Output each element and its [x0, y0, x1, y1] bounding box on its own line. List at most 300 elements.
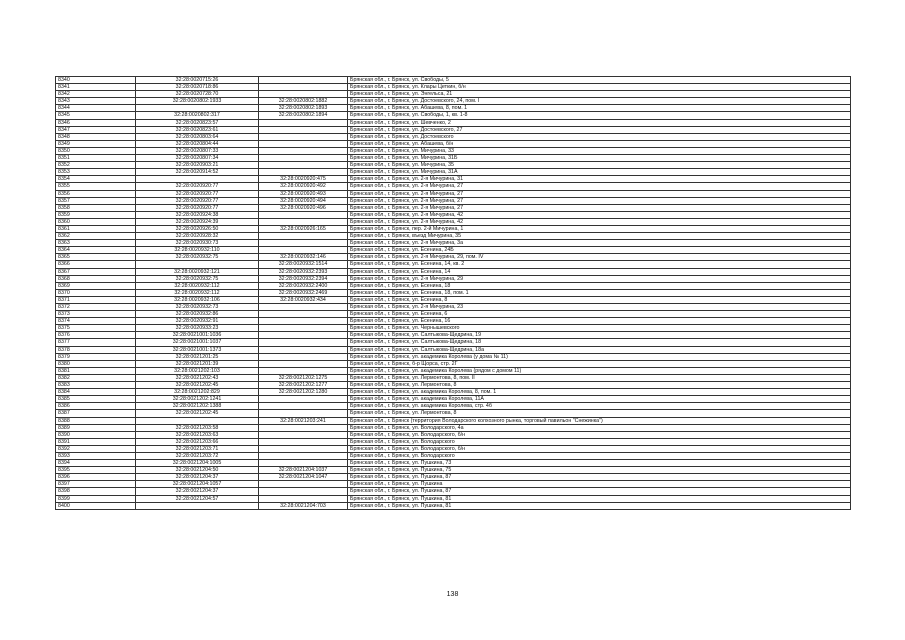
table-row [56, 225, 851, 232]
row-number-cell: 8376 [56, 332, 136, 339]
address-cell: Брянская обл., г. Брянск, ул. Есенина, 18, пом. 1 [348, 289, 851, 296]
address-cell: Брянская обл., г. Брянск, ул. Володарского, б/н [348, 445, 851, 452]
building-cadastral-number-cell [259, 77, 348, 84]
page-number: 138 [446, 591, 459, 598]
parcel-cadastral-number-cell: 32:28:0020715:26 [136, 77, 259, 84]
building-cadastral-number-cell: 32:28:0021204:703 [259, 502, 348, 509]
parcel-cadastral-number-cell: 32:28:0020932:106 [136, 296, 259, 303]
parcel-cadastral-number-cell: 32:28:0021202:45 [136, 382, 259, 389]
address-cell: Брянская обл., г. Брянск, пер. 2-й Мичурина, 1 [348, 225, 851, 232]
parcel-cadastral-number-cell [136, 502, 259, 509]
address-cell: Брянская обл., г. Брянск, ул. Лермонтова, 8 [348, 382, 851, 389]
parcel-cadastral-number-cell: 32:28:0020802:1933 [136, 98, 259, 105]
row-number-cell: 8367 [56, 268, 136, 275]
row-number-cell: 8358 [56, 204, 136, 211]
table-row [56, 382, 851, 389]
table-row [56, 296, 851, 303]
building-cadastral-number-cell [259, 140, 348, 147]
parcel-cadastral-number-cell: 32:28:0020932:75 [136, 254, 259, 261]
table-row [56, 77, 851, 84]
table-row [56, 254, 851, 261]
building-cadastral-number-cell [259, 438, 348, 445]
building-cadastral-number-cell: 32:28:0020932:2394 [259, 275, 348, 282]
address-cell: Брянская обл., г. Брянск, ул. Есенина, 6 [348, 311, 851, 318]
table-row [56, 126, 851, 133]
table-row [56, 374, 851, 381]
address-cell: Брянская обл., г. Брянск, ул. Пушкина, 81 [348, 495, 851, 502]
row-number-cell: 8351 [56, 155, 136, 162]
parcel-cadastral-number-cell: 32:28:0021202:1241 [136, 396, 259, 403]
building-cadastral-number-cell: 32:28:0020802:1882 [259, 98, 348, 105]
table-row [56, 282, 851, 289]
table-row [56, 311, 851, 318]
address-cell: Брянская обл., г. Брянск, ул. Энгельса, 21 [348, 91, 851, 98]
address-cell: Брянская обл., г. Брянск, въезд Мичурина, 35 [348, 233, 851, 240]
building-cadastral-number-cell [259, 318, 348, 325]
parcel-cadastral-number-cell: 32:28:0021203:63 [136, 431, 259, 438]
parcel-cadastral-number-cell: 32:28:0020823:61 [136, 126, 259, 133]
address-cell: Брянская обл., г. Брянск, ул. Абашева, б/н [348, 140, 851, 147]
table-row [56, 98, 851, 105]
parcel-cadastral-number-cell: 32:28:0021204:37 [136, 488, 259, 495]
building-cadastral-number-cell [259, 126, 348, 133]
table-row [56, 268, 851, 275]
parcel-cadastral-number-cell: 32:28:0020928:32 [136, 233, 259, 240]
table-row [56, 133, 851, 140]
row-number-cell: 8387 [56, 410, 136, 417]
building-cadastral-number-cell [259, 445, 348, 452]
table-row [56, 119, 851, 126]
building-cadastral-number-cell [259, 481, 348, 488]
row-number-cell: 8362 [56, 233, 136, 240]
building-cadastral-number-cell [259, 169, 348, 176]
row-number-cell: 8345 [56, 112, 136, 119]
table-row [56, 353, 851, 360]
table-row [56, 112, 851, 119]
parcel-cadastral-number-cell: 32:28:0021202:829 [136, 389, 259, 396]
table-row [56, 346, 851, 353]
parcel-cadastral-number-cell: 32:28:0021201:39 [136, 360, 259, 367]
parcel-cadastral-number-cell: 32:28:0020807:33 [136, 147, 259, 154]
address-cell: Брянская обл., г. Брянск, ул. Есенина, 24Б [348, 247, 851, 254]
address-cell: Брянская обл., г. Брянск, ул. 2-я Мичурина, 3а [348, 240, 851, 247]
row-number-cell: 8373 [56, 311, 136, 318]
row-number-cell: 8385 [56, 396, 136, 403]
row-number-cell: 8340 [56, 77, 136, 84]
address-cell: Брянская обл., г. Брянск, ул. Есенина, 14, кв. 2 [348, 261, 851, 268]
parcel-cadastral-number-cell: 32:28:0020932:110 [136, 247, 259, 254]
building-cadastral-number-cell [259, 339, 348, 346]
row-number-cell: 8360 [56, 218, 136, 225]
building-cadastral-number-cell [259, 431, 348, 438]
table-row [56, 452, 851, 459]
parcel-cadastral-number-cell: 32:28:0020924:38 [136, 211, 259, 218]
address-cell: Брянская обл., г. Брянск, ул. Абашева, 8, пом. 1 [348, 105, 851, 112]
parcel-cadastral-number-cell: 32:28:0020920:77 [136, 204, 259, 211]
parcel-cadastral-number-cell [136, 176, 259, 183]
building-cadastral-number-cell [259, 240, 348, 247]
row-number-cell: 8350 [56, 147, 136, 154]
parcel-cadastral-number-cell: 32:28:0021204:57 [136, 495, 259, 502]
row-number-cell: 8341 [56, 84, 136, 91]
row-number-cell: 8347 [56, 126, 136, 133]
row-number-cell: 8390 [56, 431, 136, 438]
table-row [56, 162, 851, 169]
address-cell: Брянская обл., г. Брянск, ул. Володарского, 4а [348, 424, 851, 431]
row-number-cell: 8396 [56, 474, 136, 481]
parcel-cadastral-number-cell: 32:28:0020933:23 [136, 325, 259, 332]
address-cell: Брянская обл., г. Брянск, ул. 2-я Мичурина, 42 [348, 211, 851, 218]
address-cell: Брянская обл., г. Брянск, ул. Достоевского, 24, пом. I [348, 98, 851, 105]
table-row [56, 502, 851, 509]
parcel-cadastral-number-cell: 32:28:0020932:112 [136, 289, 259, 296]
table-row [56, 396, 851, 403]
table-row [56, 218, 851, 225]
parcel-cadastral-number-cell: 32:28:0021001:1373 [136, 346, 259, 353]
parcel-cadastral-number-cell: 32:28:0021204:37 [136, 474, 259, 481]
address-cell: Брянская обл., г. Брянск, ул. Пушкина [348, 481, 851, 488]
address-cell: Брянская обл., г. Брянск, ул. Пушкина, 75 [348, 467, 851, 474]
building-cadastral-number-cell [259, 332, 348, 339]
building-cadastral-number-cell [259, 211, 348, 218]
building-cadastral-number-cell: 32:28:0020926:165 [259, 225, 348, 232]
row-number-cell: 8349 [56, 140, 136, 147]
table-row [56, 438, 851, 445]
building-cadastral-number-cell: 32:28:0020932:1514 [259, 261, 348, 268]
row-number-cell: 8369 [56, 282, 136, 289]
row-number-cell: 8400 [56, 502, 136, 509]
document-table-container [55, 76, 850, 510]
parcel-cadastral-number-cell: 32:28:0020932:86 [136, 311, 259, 318]
address-cell: Брянская обл., г. Брянск, ул. академика Королева (у дома № 11) [348, 353, 851, 360]
building-cadastral-number-cell: 32:28:0021202:1280 [259, 389, 348, 396]
building-cadastral-number-cell [259, 452, 348, 459]
building-cadastral-number-cell [259, 488, 348, 495]
table-row [56, 332, 851, 339]
table-row [56, 197, 851, 204]
parcel-cadastral-number-cell: 32:28:0021202:45 [136, 410, 259, 417]
address-cell: Брянская обл., г. Брянск, ул. Клары Цеткин, б/н [348, 84, 851, 91]
address-cell: Брянская обл., г. Брянск, ул. Салтыкова-Щедрина, 18 [348, 339, 851, 346]
building-cadastral-number-cell [259, 346, 348, 353]
building-cadastral-number-cell: 32:28:0020932:2393 [259, 268, 348, 275]
address-cell: Брянская обл., г. Брянск, ул. академика Королева, 11А [348, 396, 851, 403]
table-row [56, 155, 851, 162]
row-number-cell: 8394 [56, 460, 136, 467]
building-cadastral-number-cell [259, 460, 348, 467]
parcel-cadastral-number-cell: 32:28:0020807:34 [136, 155, 259, 162]
address-cell: Брянская обл., г. Брянск, ул. 2-я Мичурина, 31 [348, 176, 851, 183]
address-cell: Брянская обл., г. Брянск, ул. Володарского, б/н [348, 431, 851, 438]
parcel-cadastral-number-cell: 32:28:0020718:86 [136, 84, 259, 91]
address-cell: Брянская обл., г. Брянск, ул. Володарского [348, 452, 851, 459]
row-number-cell: 8366 [56, 261, 136, 268]
parcel-cadastral-number-cell: 32:28:0020932:75 [136, 275, 259, 282]
table-row [56, 467, 851, 474]
table-row [56, 183, 851, 190]
parcel-cadastral-number-cell: 32:28:0021202:103 [136, 367, 259, 374]
table-row [56, 304, 851, 311]
building-cadastral-number-cell [259, 84, 348, 91]
building-cadastral-number-cell [259, 396, 348, 403]
address-cell: Брянская обл., г. Брянск, ул. Пушкина, 81 [348, 502, 851, 509]
address-cell: Брянская обл., г. Брянск, ул. Салтыкова-Щедрина, 18а [348, 346, 851, 353]
address-cell: Брянская обл., г. Брянск, ул. Есенина, 8 [348, 296, 851, 303]
table-row [56, 140, 851, 147]
building-cadastral-number-cell: 32:28:0020802:1893 [259, 105, 348, 112]
building-cadastral-number-cell: 32:28:0020932:2469 [259, 289, 348, 296]
address-cell: Брянская обл., г. Брянск, ул. Пушкина, 87 [348, 474, 851, 481]
row-number-cell: 8375 [56, 325, 136, 332]
building-cadastral-number-cell: 32:28:0020920:496 [259, 204, 348, 211]
building-cadastral-number-cell: 32:28:0020920:475 [259, 176, 348, 183]
parcel-cadastral-number-cell: 32:28:0020804:44 [136, 140, 259, 147]
address-cell: Брянская обл., г. Брянск, ул. Володарского [348, 438, 851, 445]
building-cadastral-number-cell: 32:28:0021203:241 [259, 417, 348, 424]
building-cadastral-number-cell [259, 424, 348, 431]
parcel-cadastral-number-cell [136, 261, 259, 268]
row-number-cell: 8388 [56, 417, 136, 424]
parcel-cadastral-number-cell: 32:28:0020932:73 [136, 304, 259, 311]
address-cell: Брянская обл., г. Брянск, ул. Есенина, 18 [348, 282, 851, 289]
parcel-cadastral-number-cell: 32:28:0021203:71 [136, 445, 259, 452]
table-row [56, 204, 851, 211]
table-row [56, 488, 851, 495]
building-cadastral-number-cell [259, 495, 348, 502]
row-number-cell: 8381 [56, 367, 136, 374]
building-cadastral-number-cell: 32:28:0020920:494 [259, 197, 348, 204]
building-cadastral-number-cell [259, 162, 348, 169]
building-cadastral-number-cell [259, 119, 348, 126]
row-number-cell: 8383 [56, 382, 136, 389]
row-number-cell: 8386 [56, 403, 136, 410]
table-row [56, 91, 851, 98]
address-cell: Брянская обл., г. Брянск, ул. Мичурина, 35 [348, 162, 851, 169]
table-row [56, 339, 851, 346]
address-cell: Брянская обл., г. Брянск, ул. 2-я Мичурина, 29 [348, 275, 851, 282]
address-cell: Брянская обл., г. Брянск, ул. Мичурина, 33 [348, 147, 851, 154]
row-number-cell: 8368 [56, 275, 136, 282]
table-row [56, 190, 851, 197]
address-cell: Брянская обл., г. Брянск, ул. академика Королева, стр. 4б [348, 403, 851, 410]
address-cell: Брянская обл., г. Брянск, ул. Достоевского, 27 [348, 126, 851, 133]
table-row [56, 445, 851, 452]
parcel-cadastral-number-cell: 32:28:0020920:77 [136, 197, 259, 204]
parcel-cadastral-number-cell: 32:28:0021202:1388 [136, 403, 259, 410]
parcel-cadastral-number-cell: 32:28:0020930:73 [136, 240, 259, 247]
row-number-cell: 8371 [56, 296, 136, 303]
row-number-cell: 8397 [56, 481, 136, 488]
parcel-cadastral-number-cell: 32:28:0020823:57 [136, 119, 259, 126]
row-number-cell: 8343 [56, 98, 136, 105]
row-number-cell: 8384 [56, 389, 136, 396]
address-cell: Брянская обл., г. Брянск, ул. Мичурина, 31Б [348, 155, 851, 162]
row-number-cell: 8363 [56, 240, 136, 247]
building-cadastral-number-cell [259, 325, 348, 332]
table-row [56, 275, 851, 282]
building-cadastral-number-cell: 32:28:0020802:1894 [259, 112, 348, 119]
cadastral-table [55, 76, 851, 510]
address-cell: Брянская обл., г. Брянск, ул. Мичурина, 31А [348, 169, 851, 176]
parcel-cadastral-number-cell: 32:28:0021201:25 [136, 353, 259, 360]
parcel-cadastral-number-cell: 32:28:0021001:1036 [136, 332, 259, 339]
building-cadastral-number-cell: 32:28:0021204:1037 [259, 467, 348, 474]
row-number-cell: 8395 [56, 467, 136, 474]
table-row [56, 360, 851, 367]
row-number-cell: 8379 [56, 353, 136, 360]
parcel-cadastral-number-cell: 32:28:0021204:1057 [136, 481, 259, 488]
address-cell: Брянская обл., г. Брянск, ул. 2-я Мичурина, 29, пом. IV [348, 254, 851, 261]
building-cadastral-number-cell [259, 353, 348, 360]
row-number-cell: 8389 [56, 424, 136, 431]
building-cadastral-number-cell [259, 91, 348, 98]
building-cadastral-number-cell: 32:28:0020932:146 [259, 254, 348, 261]
address-cell: Брянская обл., г. Брянск, ул. 2-я Мичурина, 42 [348, 218, 851, 225]
row-number-cell: 8352 [56, 162, 136, 169]
building-cadastral-number-cell: 32:28:0021204:1047 [259, 474, 348, 481]
row-number-cell: 8357 [56, 197, 136, 204]
parcel-cadastral-number-cell: 32:28:0020802:317 [136, 112, 259, 119]
parcel-cadastral-number-cell: 32:28:0020924:39 [136, 218, 259, 225]
row-number-cell: 8391 [56, 438, 136, 445]
parcel-cadastral-number-cell: 32:28:0020926:50 [136, 225, 259, 232]
address-cell: Брянская обл., г. Брянск, ул. Лермонтова, 8 [348, 410, 851, 417]
parcel-cadastral-number-cell: 32:28:0020728:70 [136, 91, 259, 98]
table-row [56, 474, 851, 481]
parcel-cadastral-number-cell: 32:28:0020932:121 [136, 268, 259, 275]
row-number-cell: 8346 [56, 119, 136, 126]
table-row [56, 318, 851, 325]
address-cell: Брянская обл., г. Брянск, ул. академика Королева (рядом с домом 11) [348, 367, 851, 374]
building-cadastral-number-cell: 32:28:0021202:1275 [259, 374, 348, 381]
parcel-cadastral-number-cell: 32:28:0021203:66 [136, 438, 259, 445]
table-row [56, 240, 851, 247]
row-number-cell: 8392 [56, 445, 136, 452]
parcel-cadastral-number-cell: 32:28:0020920:77 [136, 190, 259, 197]
table-row [56, 410, 851, 417]
address-cell: Брянская обл., г. Брянск, ул. Чернышевского [348, 325, 851, 332]
parcel-cadastral-number-cell: 32:28:0021202:43 [136, 374, 259, 381]
row-number-cell: 8399 [56, 495, 136, 502]
row-number-cell: 8374 [56, 318, 136, 325]
row-number-cell: 8380 [56, 360, 136, 367]
building-cadastral-number-cell [259, 133, 348, 140]
row-number-cell: 8377 [56, 339, 136, 346]
address-cell: Брянская обл., г. Брянск, ул. 2-я Мичурина, 27 [348, 197, 851, 204]
table-row [56, 417, 851, 424]
parcel-cadastral-number-cell: 32:28:0021001:1037 [136, 339, 259, 346]
parcel-cadastral-number-cell: 32:28:0020932:112 [136, 282, 259, 289]
building-cadastral-number-cell [259, 233, 348, 240]
row-number-cell: 8348 [56, 133, 136, 140]
parcel-cadastral-number-cell: 32:28:0020932:91 [136, 318, 259, 325]
table-row [56, 211, 851, 218]
address-cell: Брянская обл., г. Брянск, ул. Свободы, 5 [348, 77, 851, 84]
row-number-cell: 8378 [56, 346, 136, 353]
building-cadastral-number-cell [259, 311, 348, 318]
building-cadastral-number-cell: 32:28:0020920:492 [259, 183, 348, 190]
table-row [56, 481, 851, 488]
row-number-cell: 8370 [56, 289, 136, 296]
address-cell: Брянская обл., г. Брянск (территория Володарского колхозного рынка, торговый павильон "Снежинка") [348, 417, 851, 424]
table-row [56, 403, 851, 410]
address-cell: Брянская обл., г. Брянск, ул. Пушкина, 73 [348, 460, 851, 467]
address-cell: Брянская обл., г. Брянск, ул. 2-я Мичурина, 27 [348, 183, 851, 190]
row-number-cell: 8372 [56, 304, 136, 311]
row-number-cell: 8353 [56, 169, 136, 176]
address-cell: Брянская обл., г. Брянск, б-р Щорса, стр. 2Г [348, 360, 851, 367]
row-number-cell: 8344 [56, 105, 136, 112]
table-row [56, 325, 851, 332]
table-row [56, 233, 851, 240]
row-number-cell: 8382 [56, 374, 136, 381]
address-cell: Брянская обл., г. Брянск, ул. Лермонтова, 8, пом. II [348, 374, 851, 381]
address-cell: Брянская обл., г. Брянск, ул. 2-я Мичурина, 23 [348, 304, 851, 311]
building-cadastral-number-cell [259, 410, 348, 417]
address-cell: Брянская обл., г. Брянск, ул. Шевченко, 2 [348, 119, 851, 126]
building-cadastral-number-cell: 32:28:0021202:1277 [259, 382, 348, 389]
table-row [56, 84, 851, 91]
row-number-cell: 8365 [56, 254, 136, 261]
table-row [56, 147, 851, 154]
address-cell: Брянская обл., г. Брянск, ул. Свободы, 1, кв. 1-8 [348, 112, 851, 119]
row-number-cell: 8342 [56, 91, 136, 98]
row-number-cell: 8356 [56, 190, 136, 197]
building-cadastral-number-cell [259, 360, 348, 367]
address-cell: Брянская обл., г. Брянск, ул. Достоевского [348, 133, 851, 140]
table-row [56, 495, 851, 502]
building-cadastral-number-cell [259, 218, 348, 225]
building-cadastral-number-cell [259, 247, 348, 254]
parcel-cadastral-number-cell: 32:28:0021203:58 [136, 424, 259, 431]
parcel-cadastral-number-cell [136, 105, 259, 112]
row-number-cell: 8393 [56, 452, 136, 459]
row-number-cell: 8364 [56, 247, 136, 254]
table-row [56, 289, 851, 296]
address-cell: Брянская обл., г. Брянск, ул. Есенина, 14 [348, 268, 851, 275]
address-cell: Брянская обл., г. Брянск, ул. Салтыкова-Щедрина, 19 [348, 332, 851, 339]
address-cell: Брянская обл., г. Брянск, ул. 2-я Мичурина, 27 [348, 204, 851, 211]
table-row [56, 389, 851, 396]
table-row [56, 247, 851, 254]
building-cadastral-number-cell [259, 367, 348, 374]
table-body [56, 77, 851, 510]
table-row [56, 431, 851, 438]
row-number-cell: 8354 [56, 176, 136, 183]
table-row [56, 105, 851, 112]
row-number-cell: 8359 [56, 211, 136, 218]
address-cell: Брянская обл., г. Брянск, ул. Есенина, 16 [348, 318, 851, 325]
parcel-cadastral-number-cell: 32:28:0021204:50 [136, 467, 259, 474]
building-cadastral-number-cell [259, 155, 348, 162]
table-row [56, 367, 851, 374]
building-cadastral-number-cell: 32:28:0020920:493 [259, 190, 348, 197]
table-row [56, 176, 851, 183]
parcel-cadastral-number-cell [136, 417, 259, 424]
parcel-cadastral-number-cell: 32:28:0020920:77 [136, 183, 259, 190]
parcel-cadastral-number-cell: 32:28:0020903:21 [136, 162, 259, 169]
table-row [56, 169, 851, 176]
building-cadastral-number-cell [259, 304, 348, 311]
parcel-cadastral-number-cell: 32:28:0020914:52 [136, 169, 259, 176]
parcel-cadastral-number-cell: 32:28:0020803:64 [136, 133, 259, 140]
address-cell: Брянская обл., г. Брянск, ул. Пушкина, 87 [348, 488, 851, 495]
building-cadastral-number-cell: 32:28:0020932:2400 [259, 282, 348, 289]
table-row [56, 460, 851, 467]
parcel-cadastral-number-cell: 32:28:0021204:1005 [136, 460, 259, 467]
row-number-cell: 8398 [56, 488, 136, 495]
address-cell: Брянская обл., г. Брянск, ул. академика Королева, 8, пом. 1 [348, 389, 851, 396]
